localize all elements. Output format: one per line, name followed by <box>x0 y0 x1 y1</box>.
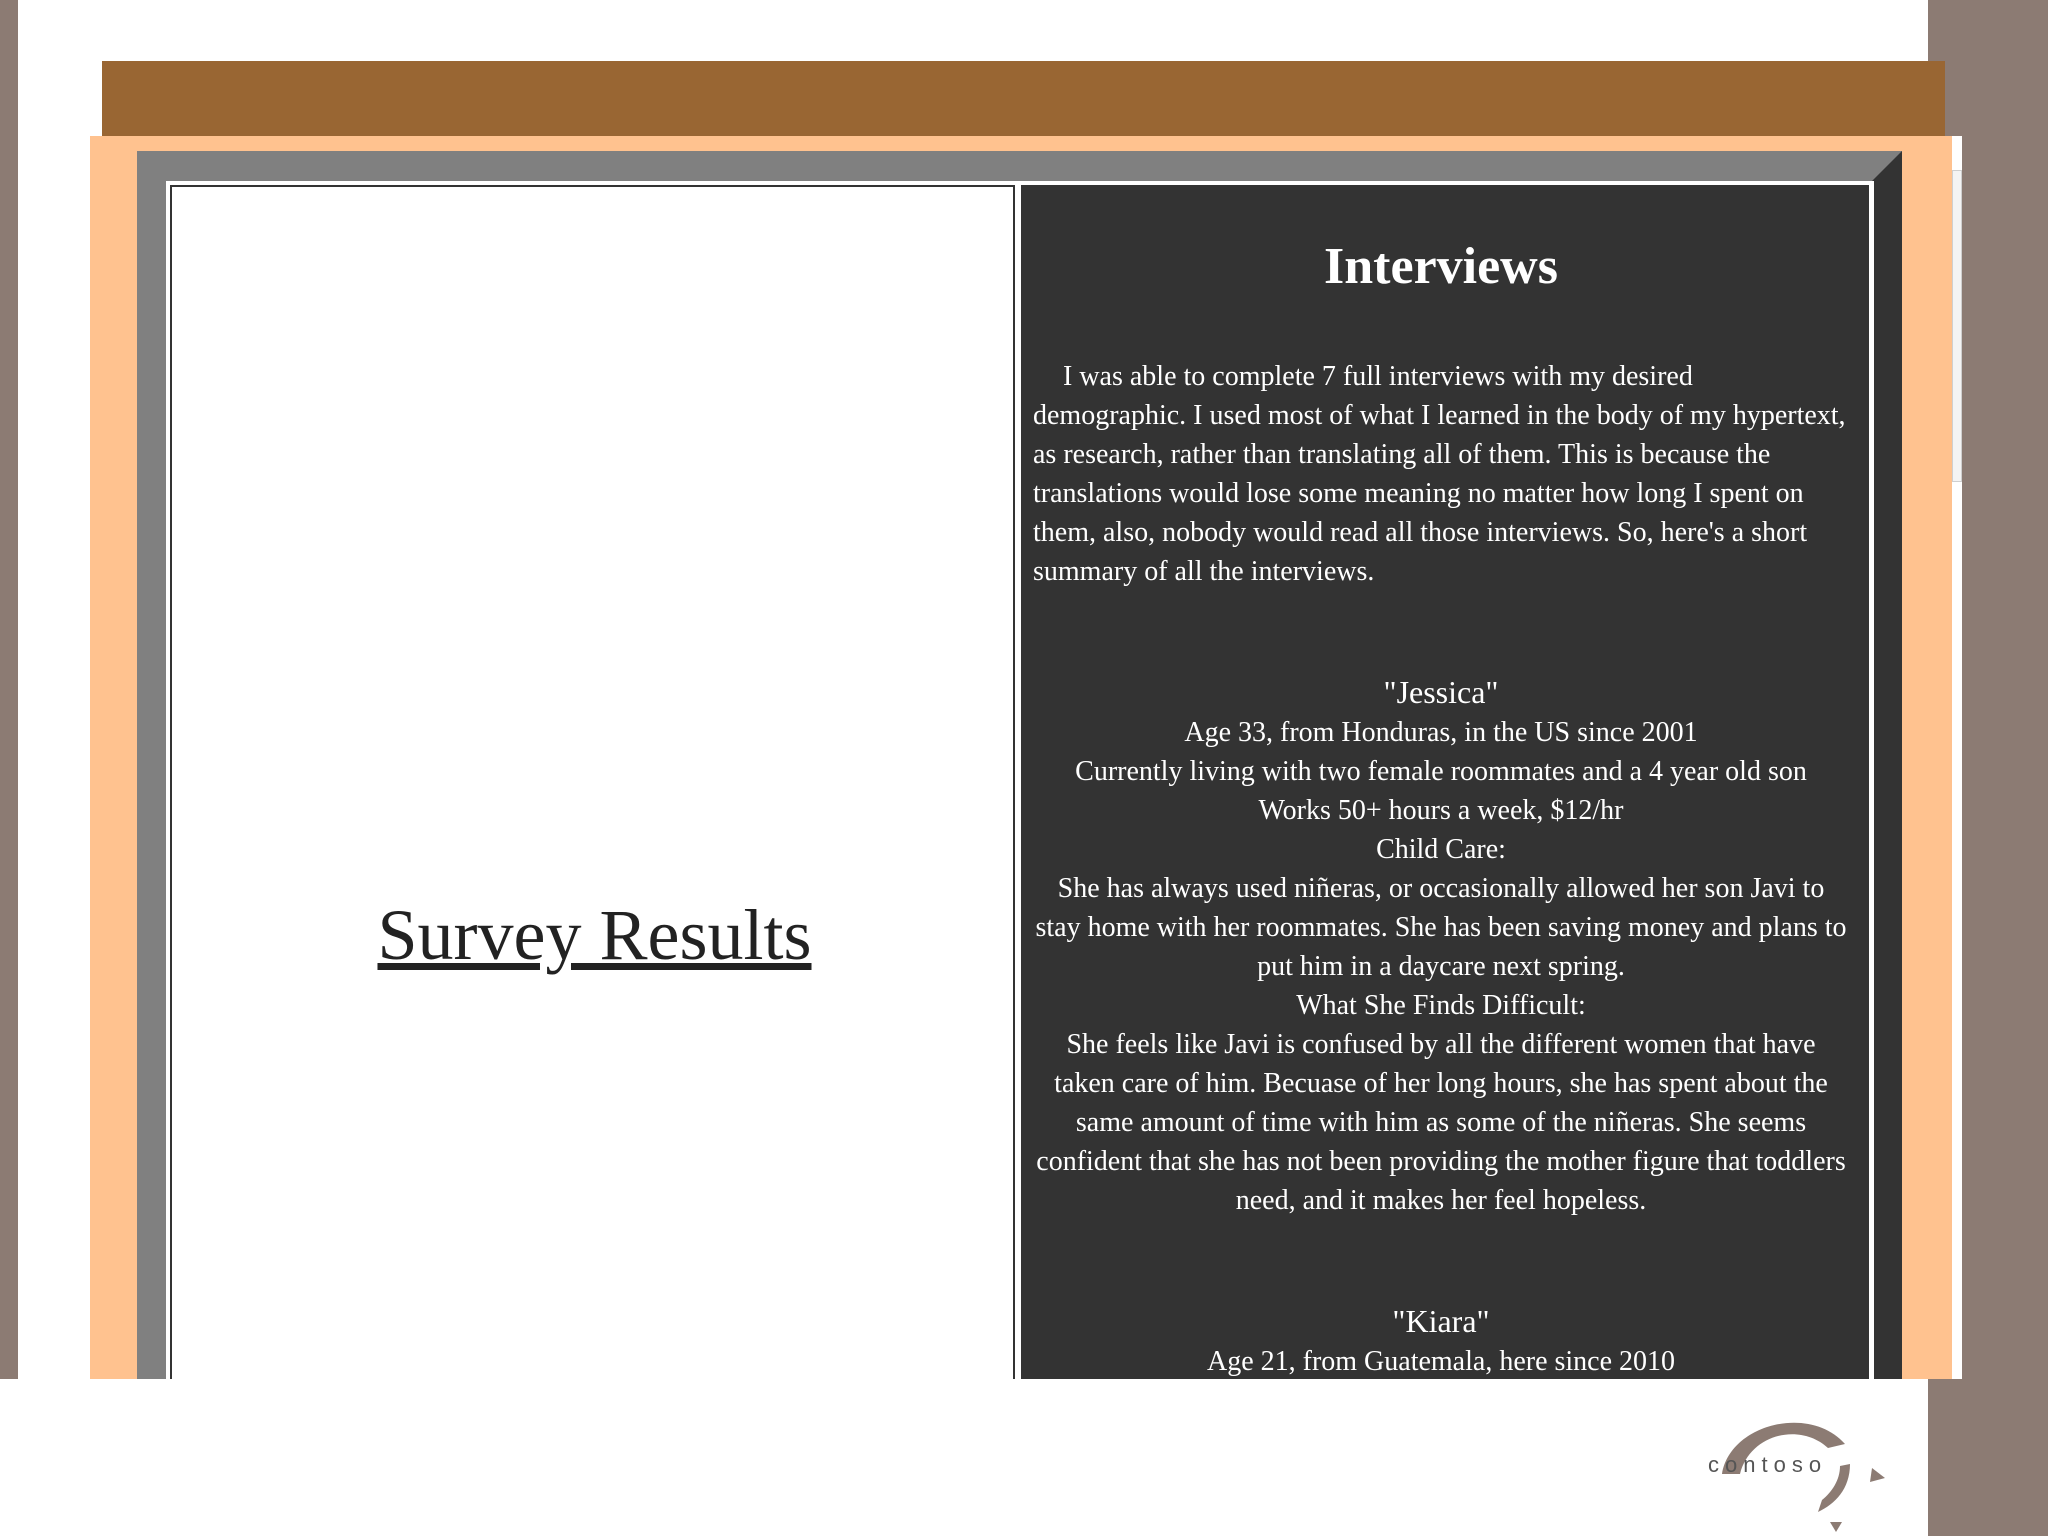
interview-detail-line: Child Care: <box>1376 834 1506 865</box>
interviews-intro: I was able to complete 7 full interviews with my desired demographic. I used most of what I learned in the body of my hypertext, as research, rather than translating all of them. This is because the translations would lose some meaning no matter how long I spent on them, also, nobody would read all those interviews. So, here's a short summary of all the interviews. <box>1033 361 1846 587</box>
interviewee-name: "Jessica" <box>1383 674 1499 710</box>
interview-detail-line: Age 33, from Honduras, in the US since 2001 <box>1184 717 1698 748</box>
interview-block <box>1033 671 1849 1220</box>
interviews-list <box>1033 671 1849 1379</box>
left-frame <box>170 185 1015 1379</box>
logo-text: contoso <box>1708 1452 1828 1477</box>
left-side-strip <box>0 0 18 1536</box>
interview-detail-line: She has always used niñeras, or occasionally allowed her son Javi to stay home with her roommates. She has been saving money and plans to put him in a daycare next spring. <box>1035 873 1847 982</box>
interview-detail-line: What She Finds Difficult: <box>1296 990 1586 1021</box>
contoso-logo-icon <box>1700 1404 1890 1532</box>
interviews-heading: Interviews <box>1324 238 1558 295</box>
page-bevel-shadow <box>1872 151 1902 1379</box>
interview-detail-line: Currently living with two female roommates and a 4 year old son <box>1075 756 1807 787</box>
interview-detail-line: Age 21, from Guatemala, here since 2010 <box>1206 1346 1676 1377</box>
interview-detail-line: Works 50+ hours a week, $12/hr <box>1258 795 1624 826</box>
interviewee-name: "Kiara" <box>1392 1303 1490 1339</box>
scrollbar-thumb[interactable] <box>1952 170 1962 482</box>
page-bevel-corner <box>1872 151 1902 181</box>
interview-block <box>1033 1300 1849 1379</box>
survey-results-link[interactable]: Survey Results <box>377 895 812 975</box>
interview-detail-line: She feels like Javi is confused by all the different women that have taken care of him. Becuase of her long hours, she has spent about the same amount of time with him as some of the niñeras. She seems confident that she has not been providing the mother figure that toddlers need, and it makes her feel hopeless. <box>1036 1029 1846 1216</box>
slide-footer <box>0 1379 1928 1536</box>
right-frame[interactable] <box>1021 185 1869 1379</box>
header-bar <box>102 61 1945 137</box>
